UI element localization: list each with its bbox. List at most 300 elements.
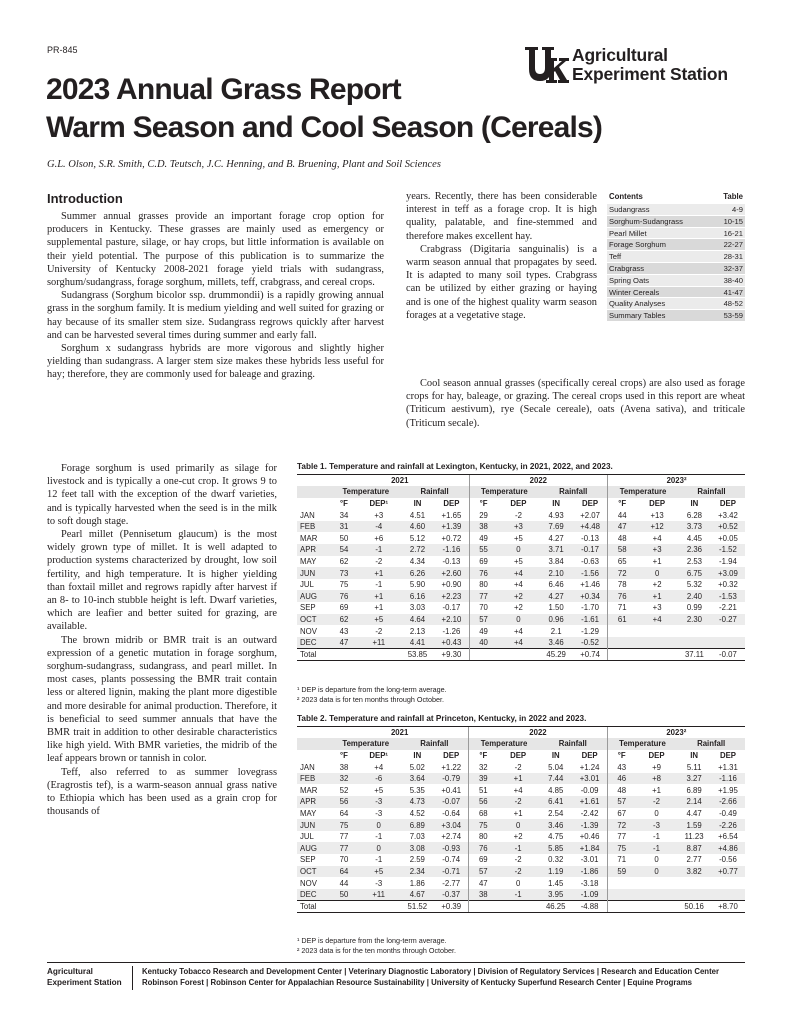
logo-text-line1: Agricultural xyxy=(572,45,668,65)
value-cell: 72 xyxy=(607,819,636,831)
value-cell xyxy=(608,625,637,637)
value-cell: 0.32 xyxy=(548,855,564,865)
value-cell: 2.53 xyxy=(686,556,702,566)
total-cell: +8.70 xyxy=(711,900,745,912)
report-title: 2023 Annual Grass Report xyxy=(46,73,401,106)
table-label: Table xyxy=(723,192,743,201)
value-cell: 68 xyxy=(469,808,498,820)
temperature-header: Temperature xyxy=(608,486,678,498)
contents-item xyxy=(607,274,745,286)
value-cell: +2 xyxy=(652,580,662,590)
value-cell: -1 xyxy=(375,832,383,842)
month-row xyxy=(297,831,745,843)
contents-item-table: 48-52 xyxy=(723,299,743,309)
value-cell: +3.09 xyxy=(711,567,745,579)
value-cell: +1.95 xyxy=(718,785,738,795)
value-cell: -1.39 xyxy=(573,819,608,831)
value-cell: 38 xyxy=(469,521,498,533)
sorghum-sudangrass-paragraph: Sorghum x sudangrass hybrids are more vigorous and slightly higher yielding than sudangrass. A larger stem size makes these hybrids less useful for hay; therefore, they are commonly used for baleage and grazing. xyxy=(47,343,384,381)
value-cell: -0.27 xyxy=(711,614,745,626)
value-cell: +9 xyxy=(652,762,661,772)
month-cell: JUN xyxy=(297,567,331,579)
value-cell: 4.47 xyxy=(686,808,702,818)
value-cell: 8.87 xyxy=(677,842,711,854)
value-cell: -3 xyxy=(357,796,401,808)
footer-divider xyxy=(132,966,133,990)
value-cell: 3.95 xyxy=(539,889,573,901)
value-cell: +3.42 xyxy=(718,510,738,520)
month-cell: JAN xyxy=(300,762,315,772)
contents-item xyxy=(607,309,745,321)
value-cell: 43 xyxy=(607,761,636,773)
table2-footnotes xyxy=(297,936,456,955)
teff-paragraph-cont: years. Recently, there has been considerable interest in teff as a forage crop. It is high quality, palatable, and fine-stemmed and therefore makes excellent hay. xyxy=(406,191,597,242)
group-header-row xyxy=(297,486,745,498)
value-cell: 1.50 xyxy=(548,603,564,613)
value-cell: +5 xyxy=(514,556,523,566)
value-cell: 38 xyxy=(469,889,498,901)
value-cell: 0 xyxy=(636,567,678,579)
blank-cell xyxy=(297,727,331,739)
value-cell: 1.45 xyxy=(548,878,564,888)
temperature-header: Temperature xyxy=(469,738,539,750)
footer-left-line1: Agricultural xyxy=(47,967,93,976)
contents-item-name: Crabgrass xyxy=(609,263,645,273)
value-cell: 6.28 xyxy=(686,510,702,520)
unit-dep: DEP¹ xyxy=(369,498,389,508)
value-cell: +4 xyxy=(514,580,523,590)
authors-line: G.L. Olson, S.R. Smith, C.D. Teutsch, J.C. Henning, and B. Bruening, Plant and Soil Sciences xyxy=(47,159,441,170)
unit-dep: DEP xyxy=(443,750,460,760)
uk-logo-icon xyxy=(524,46,570,84)
contents-item xyxy=(607,238,745,250)
contents-box xyxy=(607,192,745,321)
intro-column-bottom xyxy=(47,462,277,818)
value-cell: -1.61 xyxy=(573,614,608,626)
total-row xyxy=(297,900,745,912)
value-cell: 32 xyxy=(331,773,357,785)
value-cell: +1 xyxy=(357,590,401,602)
value-cell: 80 xyxy=(469,579,498,591)
value-cell: +3 xyxy=(636,544,678,556)
value-cell: -0.17 xyxy=(573,544,608,556)
value-cell: 3.03 xyxy=(409,603,426,613)
total-cell: 53.85 xyxy=(401,648,435,660)
value-cell: +3.04 xyxy=(434,819,469,831)
month-cell: SEP xyxy=(300,855,316,865)
value-cell: 43 xyxy=(339,626,349,636)
total-cell xyxy=(357,648,401,660)
value-cell: 46 xyxy=(607,773,636,785)
month-row xyxy=(297,637,745,649)
value-cell: 44 xyxy=(339,878,349,888)
value-cell: 0.99 xyxy=(686,603,702,613)
value-cell: -3 xyxy=(375,878,383,888)
value-cell: 3.08 xyxy=(400,842,434,854)
value-cell: -2 xyxy=(514,510,522,520)
value-cell: 57 xyxy=(469,866,498,878)
unit-f: °F xyxy=(607,750,636,762)
contents-item-name: Summary Tables xyxy=(609,311,666,321)
contents-list xyxy=(607,203,745,321)
value-cell: 0 xyxy=(654,808,659,818)
value-cell: 47 xyxy=(608,521,637,533)
footer-aes-label xyxy=(47,967,122,988)
value-cell: 40 xyxy=(469,637,498,649)
value-cell: 5.90 xyxy=(409,580,426,590)
sudangrass-paragraph: Sudangrass (Sorghum bicolor ssp. drummondii) is a rapidly growing annual grass in the sorghum family. It is medium yielding and well suited for grazing or hay because of its smaller stem size. Sudangrass regrows quickly after harvest and can be harvested several times during summer and early fall. xyxy=(47,290,384,341)
value-cell: -1.53 xyxy=(711,590,745,602)
value-cell: +0.34 xyxy=(573,590,608,602)
value-cell: 4.93 xyxy=(548,510,564,520)
value-cell: 5.02 xyxy=(409,762,425,772)
value-cell: 76 xyxy=(469,842,498,854)
value-cell: +0.41 xyxy=(441,785,462,795)
value-cell: 50 xyxy=(339,533,349,543)
value-cell: 34 xyxy=(339,510,349,520)
value-cell: -0.56 xyxy=(719,855,737,865)
value-cell: 3.46 xyxy=(539,819,573,831)
value-cell: -6 xyxy=(357,773,401,785)
value-cell: +12 xyxy=(636,521,678,533)
value-cell: 3.73 xyxy=(678,521,711,533)
value-cell: -0.64 xyxy=(442,808,461,818)
value-cell: 78 xyxy=(608,579,637,591)
month-cell: MAY xyxy=(300,556,317,566)
total-cell: 37.11 xyxy=(678,648,711,660)
value-cell: 0.96 xyxy=(539,614,573,626)
value-cell: 47 xyxy=(469,877,498,889)
table2-caption: Table 2. Temperature and rainfall at Princeton, Kentucky, in 2022 and 2023. xyxy=(297,714,587,723)
month-row xyxy=(297,521,745,533)
value-cell: +2 xyxy=(498,590,540,602)
temperature-header: Temperature xyxy=(469,486,539,498)
value-cell: -2.21 xyxy=(719,603,737,613)
value-cell: +1 xyxy=(652,785,661,795)
value-cell: 2.40 xyxy=(678,590,711,602)
value-cell: +4.86 xyxy=(711,842,745,854)
value-cell: +2.10 xyxy=(434,614,469,626)
forage-sorghum-paragraph: Forage sorghum is used primarily as silage for livestock and is typically a one-cut crop. It grows 9 to 12 feet tall with the exception of the dwarf varieties, and is typically harvested when the seed is in the milk to soft dough stage. xyxy=(47,463,277,527)
value-cell: +2 xyxy=(513,832,523,842)
month-row xyxy=(297,556,745,568)
value-cell: 2.54 xyxy=(548,808,564,818)
uk-aes-logo xyxy=(524,44,749,88)
value-cell: 80 xyxy=(469,831,498,843)
value-cell: 2.36 xyxy=(678,544,711,556)
value-cell: 1.86 xyxy=(409,878,425,888)
value-cell: 48 xyxy=(608,532,637,544)
total-cell xyxy=(469,900,498,912)
value-cell xyxy=(711,637,745,649)
value-cell: -2 xyxy=(514,855,522,865)
value-cell: -1 xyxy=(636,842,678,854)
value-cell: 6.89 xyxy=(686,785,702,795)
report-subtitle: Warm Season and Cool Season (Cereals) xyxy=(46,111,603,144)
value-cell: +1 xyxy=(513,808,523,818)
value-cell: +11 xyxy=(357,637,401,649)
value-cell: 0 xyxy=(357,842,401,854)
value-cell: 5.35 xyxy=(409,785,425,795)
footer-rule xyxy=(47,962,745,963)
value-cell: +4 xyxy=(513,785,523,795)
value-cell xyxy=(636,889,678,901)
contents-item-name: Quality Analyses xyxy=(609,299,666,309)
value-cell: 4.73 xyxy=(400,796,434,808)
contents-item-table: 4-9 xyxy=(732,205,743,214)
intro-paragraph: Summer annual grasses provide an important forage crop option for producers in Kentucky. These grasses are mainly used as emergency or supplemental pasture, silage, or hay crops, but little information is available on their yield potential. The purpose of this publication is to summarize the University of Kentucky 2008-2021 forage yield trials with sudangrass, sorghum/sudangrass, forage sorghum, millets, teff, crabgrass, and cereal crops. xyxy=(47,211,384,289)
publication-number: PR-845 xyxy=(47,45,78,55)
value-cell: 75 xyxy=(339,580,349,590)
total-cell xyxy=(331,900,357,912)
value-cell: 72 xyxy=(608,567,637,579)
value-cell: +2.74 xyxy=(441,832,462,842)
value-cell: -0.17 xyxy=(442,603,461,613)
unit-dep: DEP xyxy=(648,750,665,760)
value-cell: 3.82 xyxy=(677,866,711,878)
value-cell: 51 xyxy=(469,784,498,796)
month-cell: AUG xyxy=(297,590,331,602)
value-cell: -1.86 xyxy=(573,866,608,878)
contents-label: Contents xyxy=(609,192,643,201)
month-row xyxy=(297,842,745,854)
value-cell: 69 xyxy=(339,603,349,613)
value-cell: 32 xyxy=(469,761,498,773)
value-cell: +4 xyxy=(636,614,678,626)
month-cell: APR xyxy=(297,544,331,556)
value-cell: 49 xyxy=(469,532,498,544)
value-cell: -0.13 xyxy=(581,533,599,543)
value-cell: 56 xyxy=(469,796,498,808)
value-cell: 73 xyxy=(331,567,357,579)
value-cell: -3.01 xyxy=(580,855,599,865)
contents-item xyxy=(607,262,745,274)
table1-footnotes xyxy=(297,685,447,704)
total-cell xyxy=(357,900,401,912)
value-cell: +2.23 xyxy=(434,590,469,602)
month-row xyxy=(297,877,745,889)
value-cell: 4.60 xyxy=(401,521,435,533)
value-cell: 77 xyxy=(331,842,357,854)
contents-item-table: 16-21 xyxy=(723,228,743,238)
month-row xyxy=(297,761,745,773)
group-header-row xyxy=(297,738,745,750)
value-cell: 4.45 xyxy=(686,533,702,543)
value-cell: -0.74 xyxy=(442,855,461,865)
value-cell: -2 xyxy=(497,796,539,808)
value-cell: 6.16 xyxy=(401,590,435,602)
table2-footnote-1: ¹ DEP is departure from the long-term average. xyxy=(297,936,447,945)
blank-cell xyxy=(297,498,331,510)
contents-item xyxy=(607,215,745,227)
value-cell: -1.52 xyxy=(711,544,745,556)
unit-dep: DEP xyxy=(581,750,598,760)
value-cell xyxy=(636,637,678,649)
contents-item-table: 38-40 xyxy=(723,275,743,285)
value-cell: -1.16 xyxy=(434,544,469,556)
value-cell: -2 xyxy=(375,556,383,566)
value-cell: -4 xyxy=(357,521,401,533)
value-cell: +0.43 xyxy=(434,637,469,649)
rainfall-header: Rainfall xyxy=(678,486,745,498)
contents-item-table: 41-47 xyxy=(723,287,743,297)
total-row xyxy=(297,648,745,660)
value-cell: 77 xyxy=(339,832,349,842)
value-cell: 62 xyxy=(339,556,349,566)
value-cell: 48 xyxy=(607,784,636,796)
unit-in: IN xyxy=(690,750,699,760)
unit-dep: DEP xyxy=(510,750,527,760)
value-cell: +1.22 xyxy=(441,762,462,772)
value-cell xyxy=(607,889,636,901)
value-cell: 2.72 xyxy=(401,544,435,556)
value-cell: 31 xyxy=(331,521,357,533)
month-row xyxy=(297,544,745,556)
value-cell: +0.77 xyxy=(711,866,745,878)
month-row xyxy=(297,509,745,521)
value-cell: -0.13 xyxy=(442,556,461,566)
value-cell: +8 xyxy=(636,773,678,785)
value-cell: 5.85 xyxy=(539,842,573,854)
blank-cell xyxy=(297,486,331,498)
month-cell: JUN xyxy=(297,819,331,831)
value-cell: 52 xyxy=(339,785,349,795)
value-cell: +5 xyxy=(374,785,384,795)
value-cell: -0.71 xyxy=(434,866,469,878)
value-cell xyxy=(608,637,637,649)
total-cell: 45.29 xyxy=(539,648,573,660)
unit-in: IN xyxy=(413,750,422,760)
temperature-header: Temperature xyxy=(607,738,677,750)
bmr-paragraph: The brown midrib or BMR trait is an outward expression of a genetic mutation in forage sorghum, sorghum-sudangrass, sudangrass, and pearl millet. In most cases, plants possessing the BMR trait contain less or altered lignin, making the plant more digestible and more desirable for animal production. Therefore, it is beneficial to seed summer annuals that have the BMR trait in addition to other desirable characteristics like high yield. With BMR varieties, the midrib of the leaf appears brown or tannish in color. xyxy=(47,634,277,765)
rainfall-header: Rainfall xyxy=(401,486,469,498)
total-cell xyxy=(469,648,498,660)
month-cell: OCT xyxy=(297,614,331,626)
total-cell: 50.16 xyxy=(677,900,711,912)
month-row xyxy=(297,532,745,544)
table1-caption: Table 1. Temperature and rainfall at Lexington, Kentucky, in 2021, 2022, and 2023. xyxy=(297,462,613,471)
unit-in: IN xyxy=(551,750,560,760)
contents-item-table: 53-59 xyxy=(723,311,743,321)
contents-item-name: Sorghum-Sudangrass xyxy=(609,216,683,226)
blank-cell xyxy=(297,475,331,487)
value-cell: -1 xyxy=(375,580,383,590)
value-cell xyxy=(711,889,745,901)
contents-item-table: 10-15 xyxy=(723,216,743,226)
contents-item-name: Spring Oats xyxy=(609,275,650,285)
value-cell: 70 xyxy=(469,602,498,614)
lexington-weather-table xyxy=(297,474,745,661)
value-cell: +5 xyxy=(357,614,401,626)
value-cell: 61 xyxy=(608,614,637,626)
rainfall-header: Rainfall xyxy=(539,486,607,498)
month-row xyxy=(297,590,745,602)
month-cell: DEC xyxy=(297,637,331,649)
unit-dep: DEP xyxy=(649,498,666,508)
month-cell: FEB xyxy=(297,773,331,785)
value-cell: +4 xyxy=(498,637,540,649)
month-cell: SEP xyxy=(300,603,316,613)
value-cell xyxy=(678,637,711,649)
month-row xyxy=(297,579,745,591)
value-cell: 4.75 xyxy=(548,832,564,842)
unit-dep: DEP xyxy=(443,498,460,508)
pearl-millet-paragraph: Pearl millet (Pennisetum glaucum) is the most widely grown type of millet. It is well adapted to production systems characterized by drought, low soil fertility, and high temperature. It is higher yielding than foxtail millet and regrows rapidly after harvest if an 8- to 10-inch stubble height is left. Dwarf varieties, which are leafier and better suited for grazing, are available. xyxy=(47,529,277,633)
value-cell: -2 xyxy=(636,796,678,808)
value-cell: +3 xyxy=(498,521,540,533)
unit-in: IN xyxy=(552,498,561,508)
value-cell: -3 xyxy=(375,808,383,818)
value-cell xyxy=(677,889,711,901)
value-cell: +1 xyxy=(636,590,678,602)
unit-f: °F xyxy=(340,750,348,760)
value-cell: 3.84 xyxy=(548,556,564,566)
contents-item-name: Forage Sorghum xyxy=(609,240,666,250)
value-cell: 59 xyxy=(607,866,636,878)
value-cell: -0.93 xyxy=(434,842,469,854)
total-cell xyxy=(498,648,540,660)
table1-footnote-2: ² 2023 data is for ten months through October. xyxy=(297,694,445,704)
value-cell: +0.52 xyxy=(711,521,745,533)
value-cell: 0 xyxy=(357,819,401,831)
blank-cell xyxy=(297,738,331,750)
year-header: 2021 xyxy=(331,475,469,487)
value-cell: 7.03 xyxy=(409,832,425,842)
value-cell: -1.94 xyxy=(719,556,737,566)
value-cell: +1 xyxy=(497,773,539,785)
value-cell: -0.09 xyxy=(580,785,599,795)
value-cell: -0.37 xyxy=(434,889,469,901)
year-header: 2023² xyxy=(607,727,745,739)
month-cell: OCT xyxy=(297,866,331,878)
value-cell: 55 xyxy=(469,544,498,556)
month-cell: MAR xyxy=(300,785,318,795)
month-row xyxy=(297,773,745,785)
value-cell: 77 xyxy=(607,831,636,843)
value-cell xyxy=(678,625,711,637)
value-cell: 6.26 xyxy=(401,567,435,579)
unit-f: °F xyxy=(340,498,348,508)
contents-header xyxy=(607,192,745,203)
month-row xyxy=(297,866,745,878)
value-cell: 2.13 xyxy=(409,626,426,636)
value-cell: 67 xyxy=(607,808,636,820)
value-cell xyxy=(636,625,678,637)
value-cell: +1.24 xyxy=(579,762,600,772)
value-cell: -1.16 xyxy=(711,773,745,785)
value-cell xyxy=(677,877,711,889)
value-cell: -3 xyxy=(636,819,678,831)
value-cell: -1 xyxy=(375,855,383,865)
value-cell: 2.34 xyxy=(400,866,434,878)
value-cell: -1.56 xyxy=(573,567,608,579)
contents-item-name: Sudangrass xyxy=(609,205,650,214)
value-cell: 49 xyxy=(469,625,498,637)
unit-dep: DEP xyxy=(510,498,527,508)
value-cell: 7.44 xyxy=(539,773,573,785)
unit-in: IN xyxy=(413,498,422,508)
total-cell: 46.25 xyxy=(539,900,573,912)
value-cell: 71 xyxy=(608,602,637,614)
month-row xyxy=(297,889,745,901)
value-cell: 2.59 xyxy=(409,855,425,865)
month-row xyxy=(297,625,745,637)
value-cell xyxy=(607,877,636,889)
month-row xyxy=(297,614,745,626)
contents-item xyxy=(607,203,745,215)
value-cell: -0.79 xyxy=(434,773,469,785)
value-cell: 6.41 xyxy=(539,796,573,808)
